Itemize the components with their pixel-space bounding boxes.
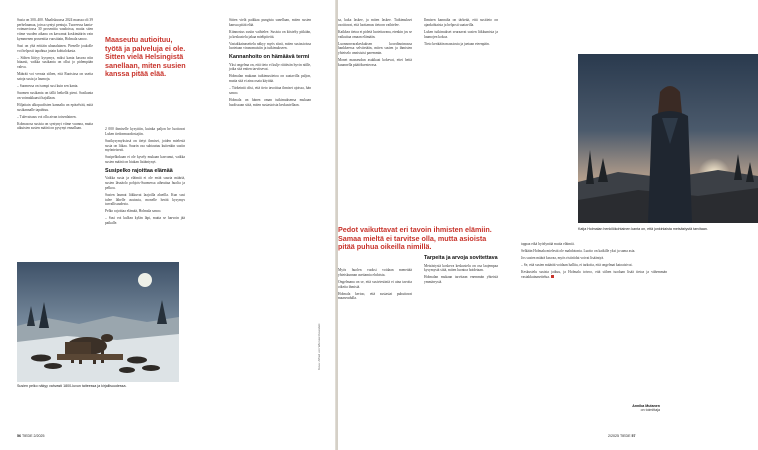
column-1 <box>17 18 93 256</box>
column-5 <box>424 18 498 54</box>
page-number: 56 <box>17 434 21 438</box>
paragraph <box>521 270 667 279</box>
paragraph: Ongelmana on se, että susiviestintä ei aina tavoita oikeita ihmisiä. <box>338 279 412 289</box>
right-page <box>338 0 708 450</box>
woman-portrait-photo <box>578 54 758 223</box>
paragraph: Kaikkea tietoa ei pidetä luotettavana, etenkin jos se vaikuttaa omaan elämään. <box>338 29 412 39</box>
paragraph: Holmala kertoo, että susiasiat puhuttavat maaseudulla. <box>338 291 412 301</box>
woman-portrait-image <box>578 54 758 223</box>
paragraph: Myös huolen vuoksi voidaan menettää yhteiskunnan asettamia ehdoista. <box>338 268 412 277</box>
paragraph: Holmala on hänen oman tutkimuksensa mukaan huolissaan siitä, miten susiasioista keskustellaan. <box>229 97 311 107</box>
photo-credit-text: Kuva: Alfred von Wierusz-Kowalski <box>317 323 321 370</box>
photo-caption: Katja Holmalan henkilökohtainen kanta on, että jonkinlaista metsästystä tarvitaan. <box>578 227 708 231</box>
paragraph: tappaa eikä hyödyntää muita eläimiä. <box>521 242 575 246</box>
paragraph: Monet maaseudun asukkaat kokevat, ettei heitä kuunnella päätöksenteossa. <box>338 58 412 67</box>
magazine-name: TIEDE <box>619 434 631 438</box>
paragraph: Vaikka susia ja eläimiä ei ole enää suuria määriä, susien läsnäolo pohjois-Suomessa aiheuttaa huolta ja pelkoa. <box>105 176 185 190</box>
paragraph: Holmalan mukaan tutkimustietoa on saatavilla paljon, mutta sitä ei aina osata käyttää. <box>229 74 311 84</box>
paragraph: Tieto kerätään maastosta ja jaetaan eteenpäin. <box>424 41 490 46</box>
paragraph: Luonnonvarakeskuksen koordinoimassa hankkeessa selvitetään, miten susien ja ihmisten yhteiselo onnistuisi paremmin. <box>338 41 412 55</box>
column-3 <box>229 18 311 428</box>
paragraph-text: Keskustelu susista jatkuu, ja Holmala toivoo, että siihen tuodaan lisää tietoa ja vähemmän vastakkainasettelua. <box>521 270 667 280</box>
paragraph: sa, kuka laskee, ja miten laskee. Tutkimukset osoittavat, että luottamus tietoon vaihtelee. <box>338 18 412 27</box>
paragraph: 2 000 ihmiselle kysyttiin, kuinka paljon he luottavat Luken tiedonmuodostajiin. <box>105 127 185 136</box>
paragraph: Luken tutkimukset seuraavat susien liikkumista ja laumojen kokoa. <box>424 29 498 39</box>
right-footer <box>608 434 636 438</box>
paragraph: Susien laumat liikkuvat laajoilla alueilla. Kun susi tulee lähelle asutusta, monelle herää kysymys turvallisuudesta. <box>105 192 185 207</box>
author-role: on toimittaja <box>640 408 660 413</box>
wolves-painting <box>17 262 179 382</box>
pull-quote: Maaseutu autioituu, työtä ja palveluja ei ole. Sitten vielä Helsingistä sanellaan, miten susien kanssa pitää elää. <box>105 35 186 79</box>
column-5-lower <box>424 252 498 428</box>
column-6 <box>521 242 667 392</box>
paragraph: Jos susien määrä kasvaa, myös ristiriidat voivat lisääntyä. <box>521 256 604 261</box>
paragraph: – Siihen liittyy kysymys, miksi kanta kasvaa niin hitaasti, vaikka susikanta on ollut jo pidempään vahva. <box>17 55 93 70</box>
paragraph: Pelko rajoittaa elämää, Holmala sanoo. <box>105 209 162 214</box>
paragraph: Suomen susikanta on tällä hetkellä pieni. Susikanta on voimakkaasti hajallaan. <box>17 91 93 100</box>
photo-credit <box>317 300 322 370</box>
paragraph: Susi on yhä erittäin uhanalainen. Pienelle joukolle voi helposti tapahtua jotain kohtalokasta. <box>17 43 93 53</box>
column-4 <box>338 18 412 193</box>
end-mark-icon <box>551 275 554 278</box>
paragraph: Vastakkainasettelu näkyy myös siinä, miten susiasioissa luotetaan viranomaisiin ja tutkimukseen. <box>229 41 311 51</box>
subheading: Tarpeita ja arvoja sovitettava <box>424 255 498 261</box>
paragraph: – Susi voi kulkea kylän läpi, mutta se harvoin jää paikalle. <box>105 216 185 226</box>
paragraph: – Se, että susien määrää voidaan hallita, ei tarkoita, että ongelmat katoaisivat. <box>521 263 633 268</box>
column-4-lower <box>338 268 412 428</box>
paragraph: Susikysymyksissä on tietyt ihmiset, joiden mielestä susia on liikaa. Suurin osa suhtautuu kuitenkin susiin myönteisesti. <box>105 138 185 153</box>
subheading: Kannanhoito on hämäävä termi <box>229 54 310 60</box>
paragraph: Kiinnostus susiin vaihtelee. Susista on kiistelty pitkään, ja keskustelu jakaa mielipiteitä. <box>229 29 311 39</box>
magazine-name: TIEDE <box>21 434 33 438</box>
paragraph: Susia on 300–400. Maaliskuussa 2024 maassa oli 39 perhelaumaa, joissa syntyi pentuja. Tuoreessa kanta-voimarviossa 30 prosenttia vaadoissa, mutta siten viime vuoden aikana on kasvanut koskimäärin vain kymmenen prosenttia vuosittain, Holmala sanoo. <box>17 18 93 41</box>
page-number: 57 <box>631 434 636 438</box>
wolves-painting-image <box>17 262 179 382</box>
paragraph: Hiljattain ulkopuolisten kannalta on epäselvää, mitä susikannalle tapahtuu. <box>17 102 93 112</box>
paragraph: Yksi ongelma on, että tieto ei kulje riittävän hyvin niille, jotka sitä eniten tarvitsevat. <box>229 62 311 72</box>
paragraph: Selkään Holmala mielestä ole mahdotonta. Luotto on kaikille yksi ja sama asia. <box>521 249 636 254</box>
photo-caption: Susien pelko näkyy vahvasti 1800-luvun taiteessa ja kirjallisuudessa. <box>17 384 127 388</box>
issue-number: 2/2025 <box>608 434 619 438</box>
paragraph: Ihmisen kannalta on tärkeää, että susitieto on ajankohtaista ja helposti saatavilla. <box>424 18 498 27</box>
paragraph: Sitten vielä paikkaa pungista sanellaan, miten susien kanssa pitää elää. <box>229 18 311 27</box>
paragraph: Holmalan mukaan tarvitaan enemmän yhteistä ymmärrystä. <box>424 275 498 285</box>
subheading: Susipelko rajoittaa elämää <box>105 167 173 174</box>
paragraph: Määrää voi verrata siihen, että Ruotsissa on useita satoja susia ja laumoja. <box>17 72 93 81</box>
paragraph: Kolmasosa susista on syntynyt viime vuonna, mutta aikuisten susien määrä on pysynyt ennallaan. <box>17 121 93 131</box>
paragraph: Metsästystä koskeva keskustelu on osa laajempaa kysymystä siitä, miten luontoa hoidetaan. <box>424 263 498 273</box>
paragraph: – Tulevaisuus voi olla aivan toisenlainen. <box>17 114 77 119</box>
left-footer <box>17 434 45 438</box>
paragraph: – Tärkeintä olisi, että tieto tavoittaa ihmiset ajoissa, hän sanoo. <box>229 86 311 95</box>
paragraph: – Suomessa on isompi susi kuin sen kanta. <box>17 84 79 88</box>
byline <box>618 404 660 413</box>
pull-quote: Pedot vaikuttavat eri tavoin ihmisten elämiin. Samaa mieltä ei tarvitse olla, mutta asioista pitää puhua oikeilla nimillä. <box>338 225 492 252</box>
paragraph: Susipelkokaan ei ole kysely mukaan kasvanut, vaikka susien määrä on hiukan lisääntynyt. <box>105 155 185 164</box>
left-page <box>0 0 336 450</box>
issue-number: 2/2025 <box>33 434 45 438</box>
author-name: Annika Mutanen <box>632 404 660 408</box>
